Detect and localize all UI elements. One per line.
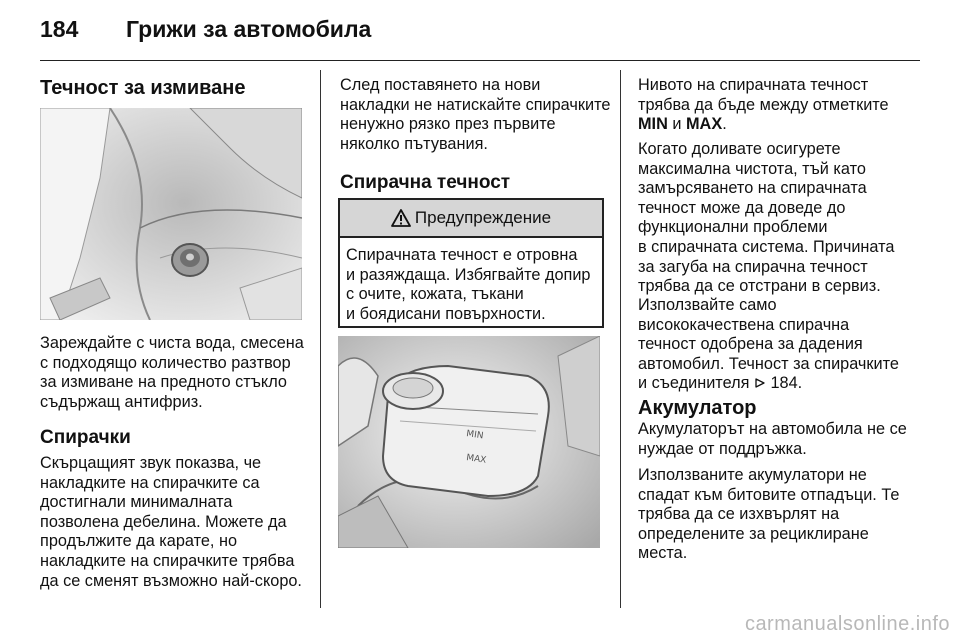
brake-fluid-level-paragraph [638, 76, 923, 135]
brakes-paragraph [40, 454, 312, 591]
brake-reservoir-illustration [338, 336, 600, 548]
text-line: спадат към битовите отпадъци. Те [638, 485, 900, 504]
text-line: с очите, кожата, тъкани [346, 285, 524, 304]
warning-title: Предупреждение [414, 208, 552, 227]
warning-triangle-icon [391, 209, 411, 227]
text-line: трябва да се отстрани в сервиз. [638, 277, 881, 296]
page-reference-link[interactable]: 184. [770, 374, 803, 393]
cleanliness-paragraph [638, 140, 923, 297]
page-header [40, 14, 920, 58]
brake-fluid-figure [338, 336, 600, 548]
text-line [638, 374, 923, 394]
brakes-heading: Спирачки [40, 427, 131, 448]
text-line: Скърцащият звук показва, че [40, 454, 262, 472]
column-divider-1 [320, 70, 321, 608]
text-line: течност одобрена за дадения [638, 335, 863, 354]
battery-disposal-paragraph [638, 466, 928, 564]
text-line: за измиване на предното стъкло [40, 373, 287, 392]
min-mark: MIN [638, 115, 668, 134]
watermark: carmanualsonline.info [744, 613, 950, 635]
text-line: течност може да доведе до [638, 198, 846, 217]
column-divider-2 [620, 70, 621, 608]
warning-text [340, 238, 602, 324]
text-line: накладките на спирачките са [40, 473, 260, 492]
text-line: и боядисани повърхности. [346, 304, 546, 323]
washer-fluid-figure [40, 108, 302, 320]
text-line: Акумулаторът на автомобила не се [638, 420, 907, 438]
figure-label-max: MAX [465, 453, 487, 466]
text-line: места. [638, 544, 688, 563]
approved-fluid-paragraph [638, 296, 923, 394]
max-mark: MAX [686, 115, 723, 134]
text-line: за загуба на спирачна течност [638, 257, 868, 276]
text-line: продължите да карате, но [40, 532, 238, 551]
text-line: да се сменят възможно най-скоро. [40, 571, 302, 590]
text-line [638, 115, 923, 135]
text-line: Използваните акумулатори не [638, 466, 867, 484]
battery-maintenance-paragraph [638, 420, 928, 459]
washer-fluid-paragraph [40, 334, 312, 412]
text-line: съдържащ антифриз. [40, 392, 203, 411]
text-line: няколко пътувания. [340, 134, 488, 153]
text-line: Зареждайте с чиста вода, смесена [40, 334, 304, 352]
text-line: с подходящо количество разтвор [40, 353, 291, 372]
reference-arrow-icon[interactable] [754, 377, 766, 389]
text-line: Използвайте само [638, 296, 777, 314]
text-line: Когато доливате осигурете [638, 140, 841, 158]
text-line: функционални проблеми [638, 218, 828, 237]
text-line: Спирачната течност е отровна [346, 246, 578, 264]
text-line: и разяждаща. Избягвайте допир [346, 265, 591, 284]
header-divider [40, 60, 920, 61]
text-line: накладки не натискайте спирачките [340, 95, 611, 114]
battery-heading: Акумулатор [638, 397, 757, 419]
text-line: нуждае от поддръжка. [638, 439, 807, 458]
text-line: ненужно рязко през първите [340, 115, 556, 134]
page-number: 184 [40, 16, 79, 42]
text-fragment: и съединителя [638, 374, 750, 393]
text-line: в спирачната система. Причината [638, 237, 895, 256]
text-line: автомобил. Течност за спирачките [638, 354, 899, 373]
figure-label-min: MIN [465, 429, 484, 442]
new-pads-paragraph [340, 76, 615, 154]
text-line: трябва да се изхвърлят на [638, 505, 840, 524]
warning-box [338, 198, 604, 328]
text-line: Нивото на спирачната течност [638, 76, 869, 94]
text-line: достигнали минималната [40, 493, 233, 512]
period: . [722, 115, 727, 134]
washer-reservoir-illustration [40, 108, 302, 320]
text-line: накладките на спирачките трябва [40, 551, 295, 570]
text-line: позволена дебелина. Можете да [40, 512, 287, 531]
page-title: Грижи за автомобила [126, 16, 372, 42]
washer-fluid-heading: Течност за измиване [40, 77, 246, 99]
and-text: и [667, 115, 686, 134]
brakes-section [40, 426, 312, 591]
text-line: замърсяването на спирачната [638, 179, 867, 198]
warning-header [340, 200, 602, 238]
brake-fluid-heading: Спирачна течност [340, 172, 511, 193]
text-line: определените за рециклиране [638, 524, 869, 543]
text-line: висококачествена спирачна [638, 315, 850, 334]
text-line: След поставянето на нови [340, 76, 541, 94]
text-line: трябва да бъде между отметките [638, 95, 889, 114]
text-line: максимална чистота, тъй като [638, 159, 866, 178]
